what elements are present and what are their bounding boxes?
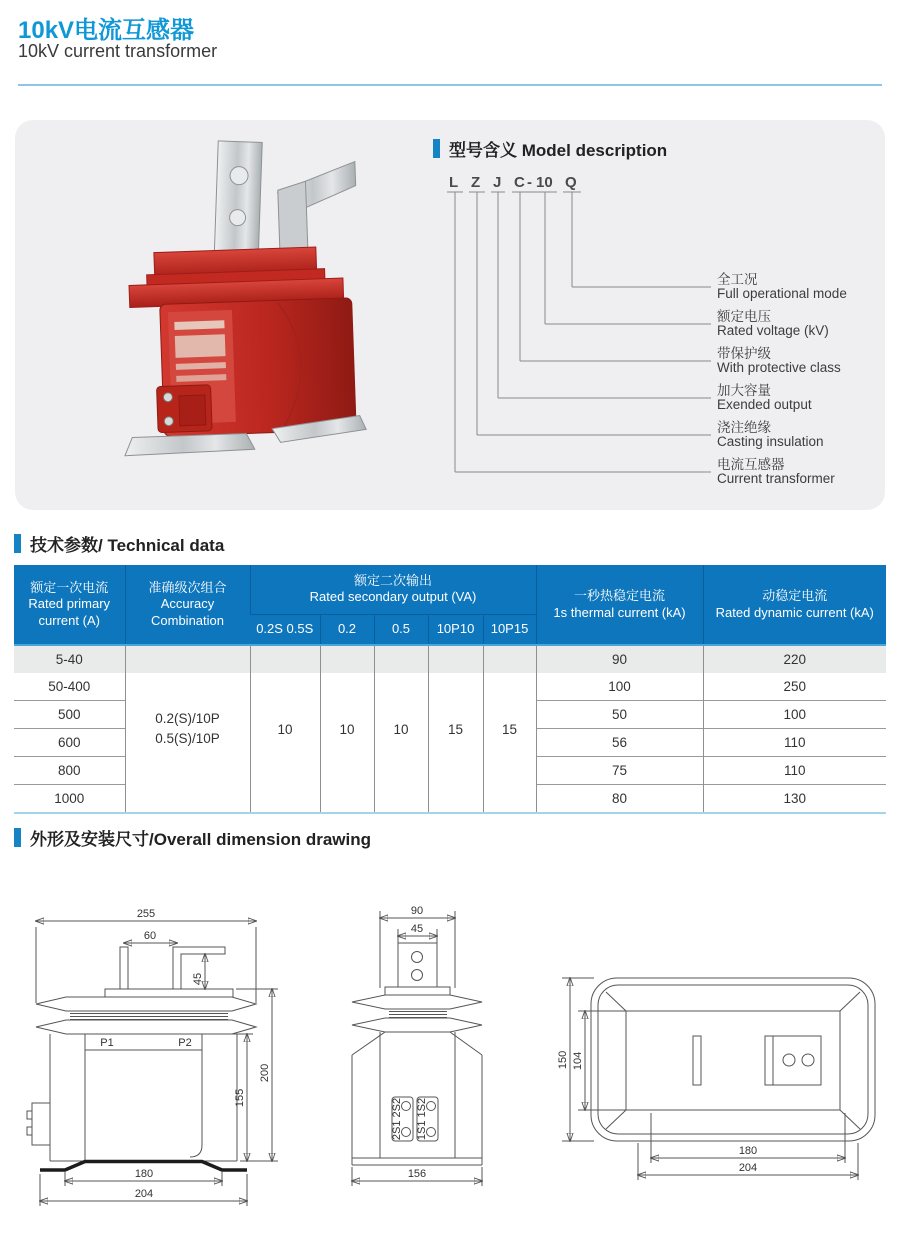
dim-90: 90 (410, 905, 424, 917)
model-code-letter: C (514, 174, 525, 191)
dim-45-side: 45 (410, 923, 424, 935)
model-label-zh: 额定电压 (717, 309, 771, 324)
top-view-drawing (550, 943, 900, 1243)
dim-150: 150 (557, 1050, 569, 1070)
model-code-separator: - (527, 174, 532, 191)
terminal-label-p2: P2 (178, 1037, 192, 1049)
model-label-zh: 电流互感器 (717, 457, 785, 472)
section-bullet-icon (14, 534, 21, 553)
cell-dynamic: 220 (703, 645, 886, 673)
model-description-heading (433, 136, 667, 161)
technical-heading-text: 技术参数/ Technical data (30, 536, 225, 555)
cell-secondary-value: 15 (428, 645, 483, 813)
col-header-accuracy: 准确级次组合 Accuracy Combination (125, 565, 250, 645)
model-code-letter: Z (471, 174, 481, 191)
cell-dynamic: 250 (703, 673, 886, 701)
model-code-letter: L (449, 174, 459, 191)
cell-thermal: 50 (536, 701, 703, 729)
col-header-secondary-output: 额定二次输出 Rated secondary output (VA) (250, 565, 536, 614)
cell-secondary-value: 10 (250, 645, 320, 813)
cell-secondary-value: 10 (374, 645, 428, 813)
cell-thermal: 90 (536, 645, 703, 673)
technical-data-heading (14, 531, 224, 556)
dim-255: 255 (136, 908, 156, 920)
dim-204: 204 (134, 1188, 154, 1200)
dim-104: 104 (572, 1051, 584, 1071)
model-heading-zh: 型号含义 (449, 141, 517, 160)
cell-current: 600 (14, 729, 125, 757)
dimension-drawing-heading (14, 825, 371, 850)
model-heading-en: Model description (521, 141, 668, 160)
model-label-zh: 全工况 (717, 272, 758, 287)
cell-thermal: 80 (536, 785, 703, 814)
model-label-en: Rated voltage (kV) (717, 323, 829, 338)
transformer-illustration (114, 136, 367, 456)
model-label-en: Current transformer (717, 471, 835, 486)
subcol-02: 0.2 (320, 614, 374, 645)
model-label-en: With protective class (717, 360, 841, 375)
col-header-dynamic-current: 动稳定电流 Rated dynamic current (kA) (703, 565, 886, 645)
dimension-heading-text: 外形及安装尺寸/Overall dimension drawing (30, 830, 371, 849)
model-label-en: Full operational mode (717, 286, 847, 301)
dim-60: 60 (143, 930, 157, 942)
dim-180-top: 180 (738, 1145, 758, 1157)
dim-155: 155 (234, 1088, 246, 1108)
cell-dynamic: 100 (703, 701, 886, 729)
model-label-zh: 带保护级 (717, 346, 771, 361)
front-view-drawing (20, 893, 305, 1228)
section-bullet-icon (14, 828, 21, 847)
cell-thermal: 75 (536, 757, 703, 785)
terminal-block-label-1s: 1S1 1S2 (416, 1097, 428, 1141)
dim-204-top: 204 (738, 1162, 758, 1174)
product-panel (15, 120, 885, 510)
title-divider (18, 84, 882, 86)
cell-current: 50-400 (14, 673, 125, 701)
cell-current: 500 (14, 701, 125, 729)
cell-dynamic: 110 (703, 729, 886, 757)
cell-current: 800 (14, 757, 125, 785)
cell-secondary-value: 15 (483, 645, 536, 813)
model-code-diagram (433, 164, 878, 499)
cell-current: 1000 (14, 785, 125, 814)
table-row (14, 645, 886, 673)
technical-data-table (14, 565, 886, 814)
product-photo (70, 132, 390, 498)
model-code-letter: J (493, 174, 502, 191)
dim-156: 156 (407, 1168, 427, 1180)
cell-dynamic: 110 (703, 757, 886, 785)
model-label-zh: 加大容量 (717, 383, 771, 398)
model-label-en: Casting insulation (717, 434, 824, 449)
cell-thermal: 56 (536, 729, 703, 757)
page-subtitle: 10kV current transformer (18, 41, 218, 61)
subcol-10p15: 10P15 (483, 614, 536, 645)
col-header-thermal-current: 一秒热稳定电流 1s thermal current (kA) (536, 565, 703, 645)
cell-current: 5-40 (14, 645, 125, 673)
dim-45: 45 (192, 972, 204, 986)
model-label-zh: 浇注绝缘 (717, 420, 771, 435)
cell-thermal: 100 (536, 673, 703, 701)
terminal-label-p1: P1 (100, 1037, 114, 1049)
model-code-letter: Q (565, 174, 577, 191)
dim-180: 180 (134, 1168, 154, 1180)
subcol-05: 0.5 (374, 614, 428, 645)
terminal-block-label-2s: 2S1 2S2 (391, 1097, 403, 1141)
subcol-02s05s: 0.2S 0.5S (250, 614, 320, 645)
col-header-primary-current: 额定一次电流 Rated primary current (A) (14, 565, 125, 645)
side-view-drawing (335, 893, 505, 1228)
section-bullet-icon (433, 139, 440, 158)
model-label-en: Exended output (717, 397, 812, 412)
cell-dynamic: 130 (703, 785, 886, 814)
cell-secondary-value: 10 (320, 645, 374, 813)
dim-200: 200 (259, 1063, 271, 1083)
subcol-10p10: 10P10 (428, 614, 483, 645)
model-code-number: 10 (536, 174, 553, 191)
cell-accuracy-combination: 0.2(S)/10P 0.5(S)/10P (125, 645, 250, 813)
page-title: 10kV电流互感器 (18, 17, 195, 44)
